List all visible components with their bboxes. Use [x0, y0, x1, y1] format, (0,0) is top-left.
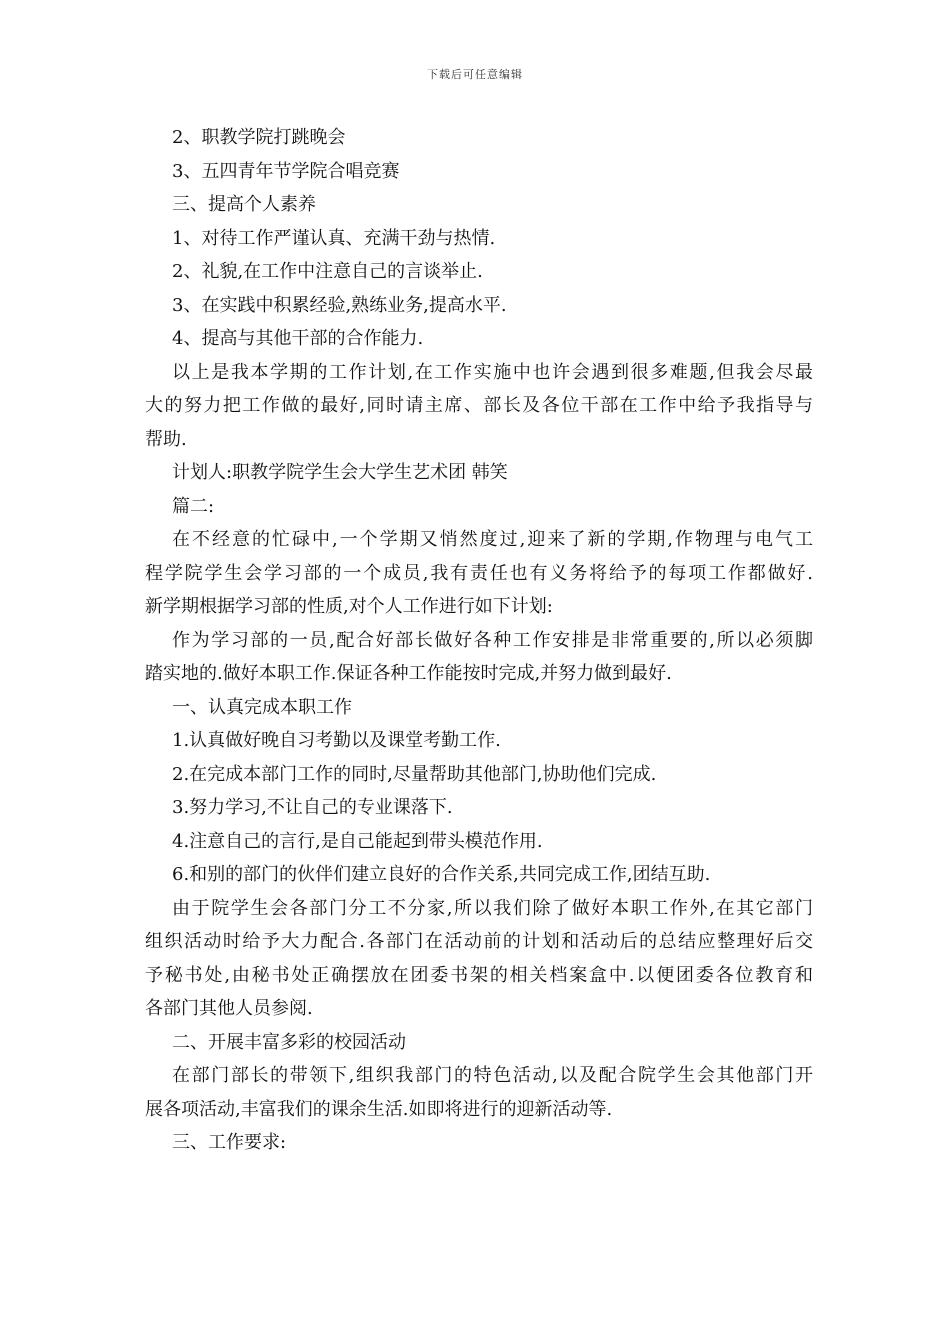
text-line: 在部门部长的带领下,组织我部门的特色活动,以及配合院学生会其他部门开 [172, 1065, 813, 1086]
text-line: 4、提高与其他干部的合作能力. [172, 328, 424, 349]
text-line: 在不经意的忙碌中,一个学期又悄然度过,迎来了新的学期,作物理与电气工 [172, 529, 813, 550]
text-line: 2、礼貌,在工作中注意自己的言谈举止. [172, 261, 483, 282]
text-line: 展各项活动,丰富我们的课余生活.如即将进行的迎新活动等. [145, 1098, 613, 1120]
text-line: 程学院学生会学习部的一个成员,我有责任也有义务将给予的每项工作都做好. [145, 562, 813, 584]
text-line: 3、在实践中积累经验,熟练业务,提高水平. [172, 294, 507, 316]
text-line: 大的努力把工作做的最好,同时请主席、部长及各位干部在工作中给予我指导与 [145, 395, 813, 416]
text-line: 二、开展丰富多彩的校园活动 [172, 1031, 406, 1053]
text-line: 3.努力学习,不让自己的专业课落下. [172, 797, 453, 818]
text-line: 计划人:职教学院学生会大学生艺术团 韩笑 [172, 462, 508, 483]
text-line: 6.和别的部门的伙伴们建立良好的合作关系,共同完成工作,团结互助. [172, 864, 711, 885]
text-line: 新学期根据学习部的性质,对个人工作进行如下计划: [145, 596, 553, 617]
text-line: 3、五四青年节学院合唱竞赛 [172, 160, 400, 182]
text-line: 三、提高个人素养 [172, 194, 316, 215]
text-line: 由于院学生会各部门分工不分家,所以我们除了做好本职工作外,在其它部门 [172, 897, 813, 919]
page-header: 下载后可任意编辑 [427, 68, 523, 81]
text-line: 予秘书处,由秘书处正确摆放在团委书架的相关档案盒中.以便团委各位教育和 [145, 964, 813, 986]
document-body [145, 121, 813, 1160]
text-line: 篇二: [172, 495, 215, 517]
text-line: 作为学习部的一员,配合好部长做好各种工作安排是非常重要的,所以必须脚 [172, 629, 813, 651]
text-line: 各部门其他人员参阅. [145, 998, 313, 1019]
text-line: 帮助. [145, 428, 187, 450]
text-line: 三、工作要求: [172, 1132, 287, 1153]
text-line: 以上是我本学期的工作计划,在工作实施中也许会遇到很多难题,但我会尽最 [172, 361, 813, 383]
text-line: 一、认真完成本职工作 [172, 696, 352, 718]
text-line: 2.在完成本部门工作的同时,尽量帮助其他部门,协助他们完成. [172, 763, 657, 785]
text-line: 4.注意自己的言行,是自己能起到带头模范作用. [172, 830, 543, 852]
text-line: 踏实地的.做好本职工作.保证各种工作能按时完成,并努力做到最好. [145, 663, 672, 684]
text-line: 1.认真做好晚自习考勤以及课堂考勤工作. [172, 730, 501, 751]
text-line: 1、对待工作严谨认真、充满干劲与热情. [172, 227, 496, 249]
text-line: 2、职教学院打跳晚会 [172, 127, 346, 148]
text-line: 组织活动时给予大力配合.各部门在活动前的计划和活动后的总结应整理好后交 [145, 931, 813, 952]
